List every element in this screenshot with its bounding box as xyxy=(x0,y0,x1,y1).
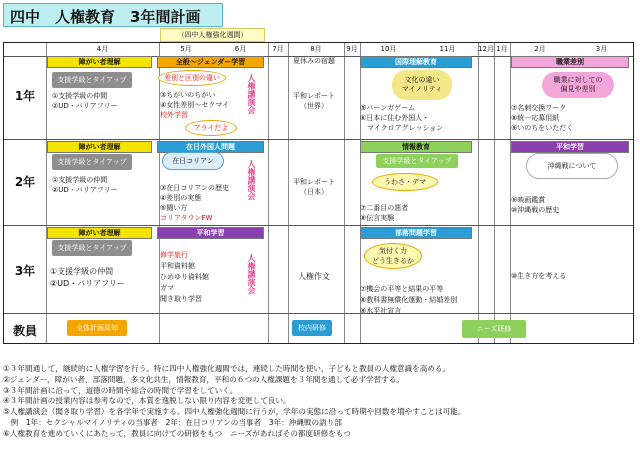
grade-label-1: 1年 xyxy=(14,89,36,103)
g3-lecture: 人権講演会 xyxy=(247,254,256,294)
g1-school-study: 校外学習 xyxy=(160,111,188,119)
g3-item: 平和資料館 xyxy=(160,262,195,270)
month-label: 2月 xyxy=(534,45,546,53)
grade-label-2: 2年 xyxy=(14,175,36,189)
g2-item: ⑤闘い方 xyxy=(160,204,188,212)
g2-item: ①支援学級の仲間 xyxy=(52,176,108,184)
ell-text: うわさ・デマ xyxy=(384,178,426,186)
week-label: （四中人権強化週間） xyxy=(160,28,265,42)
month-label: 1月 xyxy=(496,45,508,53)
month-label: 10月 xyxy=(380,45,397,53)
g3-item: ①支援学級の仲間 xyxy=(50,267,114,276)
g3-item: ⑦機会の平等と結果の平等 xyxy=(360,285,444,293)
g3-item: ②UD・バリアフリー xyxy=(50,279,125,288)
grade-label-teachers: 教員 xyxy=(12,324,37,338)
g1-header-gender: 全般～ジェンダー学習 xyxy=(157,56,264,68)
cloud-text: 在日コリアン xyxy=(172,156,214,165)
g2-item: ⑨映画鑑賞 xyxy=(511,196,546,204)
note-line: 例 1年：セクシャルマイノリティの当事者 2年：在日コリアンの当事者 3年：沖縄戦の語り部 xyxy=(3,417,342,427)
g2-cloud-peace xyxy=(526,153,618,179)
g1-item: ③ちがいのちがい xyxy=(160,91,216,99)
g1-summer-report: 平和レポート xyxy=(293,92,335,100)
g2-header-peace: 平和学習 xyxy=(511,141,629,153)
cloud-text: 沖縄戦について xyxy=(547,161,597,170)
ell-text: 気付く力 xyxy=(379,247,407,255)
g3-item: ひめゆり資料館 xyxy=(160,273,209,281)
g1-cloud-job xyxy=(542,72,614,98)
month-label: 6月 xyxy=(234,45,247,53)
cloud-text: 偏見や差別 xyxy=(560,85,596,93)
note-line: ⑥人権教育を進めていくにあたって，教員に向けての研修をもつ ニーズがあればその都度研修をもつ xyxy=(3,428,351,438)
g2-item: ③在日コリアンの歴史 xyxy=(160,184,229,192)
teacher-training: 校内研修 xyxy=(292,320,332,336)
g1-summer-report: （世界） xyxy=(300,102,328,110)
teacher-needs: ニーズ研修 xyxy=(462,320,526,338)
month-label: 3月 xyxy=(595,45,608,53)
g1-item: マイクロアグレッション xyxy=(360,124,444,132)
month-label: 5月 xyxy=(180,45,192,53)
g1-support-box: 支援学級とタイアップ xyxy=(52,72,132,88)
cloud-text: マイノリティ xyxy=(401,85,443,93)
note-line: ①３年間通して，継続的に人権学習を行う。特に四中人権強化週間では，連続した時間を使い，子どもと教員の人権意識を高める。 xyxy=(3,364,451,373)
g1-bubble-diff xyxy=(158,70,226,86)
month-label: 7月 xyxy=(272,45,284,53)
g1-item: ⑤バーンガゲーム xyxy=(360,104,416,112)
g3-trip: 修学旅行 xyxy=(160,251,188,259)
g3-support-box: 支援学級とタイアップ xyxy=(52,240,132,256)
g1-bubble-ally xyxy=(185,120,237,136)
g1-item: ⑧統一応募用紙 xyxy=(511,114,560,122)
g1-item: ⑦名刺交換ワーク xyxy=(511,104,567,112)
g1-item: ①支援学級の仲間 xyxy=(52,92,108,100)
g2-item: ⑩沖縄戦の歴史 xyxy=(511,206,560,214)
g1-item: ④女性差別～セクマイ xyxy=(160,101,230,109)
g1-header-summer: 夏休みの宿題 xyxy=(293,57,335,65)
page-title: 四中 人権教育 3年間計画 xyxy=(3,3,223,27)
g2-info-support: 支援学級とタイアップ xyxy=(376,154,458,168)
month-label: 12月 xyxy=(478,45,494,53)
g1-item: ②UD・バリアフリー xyxy=(52,102,118,110)
g2-item: ②UD・バリアフリー xyxy=(52,186,118,194)
g3-header-peace: 平和学習 xyxy=(157,227,264,239)
g2-cloud-korean xyxy=(162,152,224,170)
month-label: 4月 xyxy=(96,45,109,53)
g1-item: ⑨いのちをいただく xyxy=(511,124,574,132)
cloud-text: 文化の違い xyxy=(404,76,440,84)
g1-header-disability: 障がい者理解 xyxy=(47,56,152,68)
ell-text: どう生きるか xyxy=(372,257,414,265)
g3-item: ガマ xyxy=(160,284,174,292)
g2-header-korean: 在日外国人問題 xyxy=(157,141,264,153)
month-label: 9月 xyxy=(346,45,358,53)
g3-item: ⑩生き方を考える xyxy=(511,272,567,280)
bubble-text: アライだよ xyxy=(193,124,229,132)
g2-item: ④差別の実態 xyxy=(160,194,202,202)
g2-header-disability: 障がい者理解 xyxy=(47,141,152,153)
g3-item: 聞き取り学習 xyxy=(160,295,202,303)
g2-ell-rumor xyxy=(372,173,438,191)
g2-support-box: 支援学級とタイアップ xyxy=(52,154,132,170)
g2-item: ⑧伝言実験 xyxy=(360,214,395,222)
teacher-plan: 全体計画周知 xyxy=(67,320,127,336)
cloud-text: 職業に対しての xyxy=(553,76,603,84)
g2-summer-report: （日本） xyxy=(300,188,328,196)
g1-lecture: 人権講演会 xyxy=(247,74,256,114)
g3-header-disability: 障がい者理解 xyxy=(47,227,152,239)
g2-lecture: 人権講演会 xyxy=(247,160,256,200)
g3-ell-power xyxy=(364,243,422,269)
g1-cloud-intl xyxy=(392,70,452,100)
month-label: 8月 xyxy=(310,45,322,53)
grade-label-3: 3年 xyxy=(14,264,36,278)
g3-header-buraku: 部落問題学習 xyxy=(360,227,472,239)
note-line: ②ジェンダー，障がい者，部落問題，多文化共生，情報教育，平和の６つの人権課題を３年間を通して必ず学習する。 xyxy=(3,374,404,384)
note-line: ⑤人権講演会（聞き取り学習）を各学年で実施する。四中人権強化週間に行うが，学年の実態に沿って時期や回数を増やすことは可能。 xyxy=(3,407,466,417)
notes xyxy=(3,364,635,440)
note-line: ④３年間計画の授業内容は参考なので，本質を逸脱しない限り内容を変更して良い。 xyxy=(3,396,291,406)
g1-item: ⑥日本に住む外国人・ xyxy=(360,114,430,122)
g2-field-trip: コリアタウンFW xyxy=(160,214,213,222)
g2-header-info: 情報教育 xyxy=(360,141,472,153)
g3-item: ⑨水平社宣言 xyxy=(360,307,402,315)
g3-summer: 人権作文 xyxy=(298,272,330,281)
g1-header-job: 職業差別 xyxy=(511,56,629,68)
g2-item: ⑦二番目の悪者 xyxy=(360,204,409,212)
g3-item: ⑧教科書無償化運動・結婚差別 xyxy=(360,296,458,304)
g2-summer-report: 平和レポート xyxy=(293,178,335,186)
month-label: 11月 xyxy=(439,45,456,53)
g1-header-intl: 国際理解教育 xyxy=(360,56,472,68)
bubble-text: 差別と区別の違い xyxy=(164,74,220,82)
note-line: ③３年間計画に沿って，道徳の時間や総合の時間で学習をしていく。 xyxy=(3,385,238,395)
